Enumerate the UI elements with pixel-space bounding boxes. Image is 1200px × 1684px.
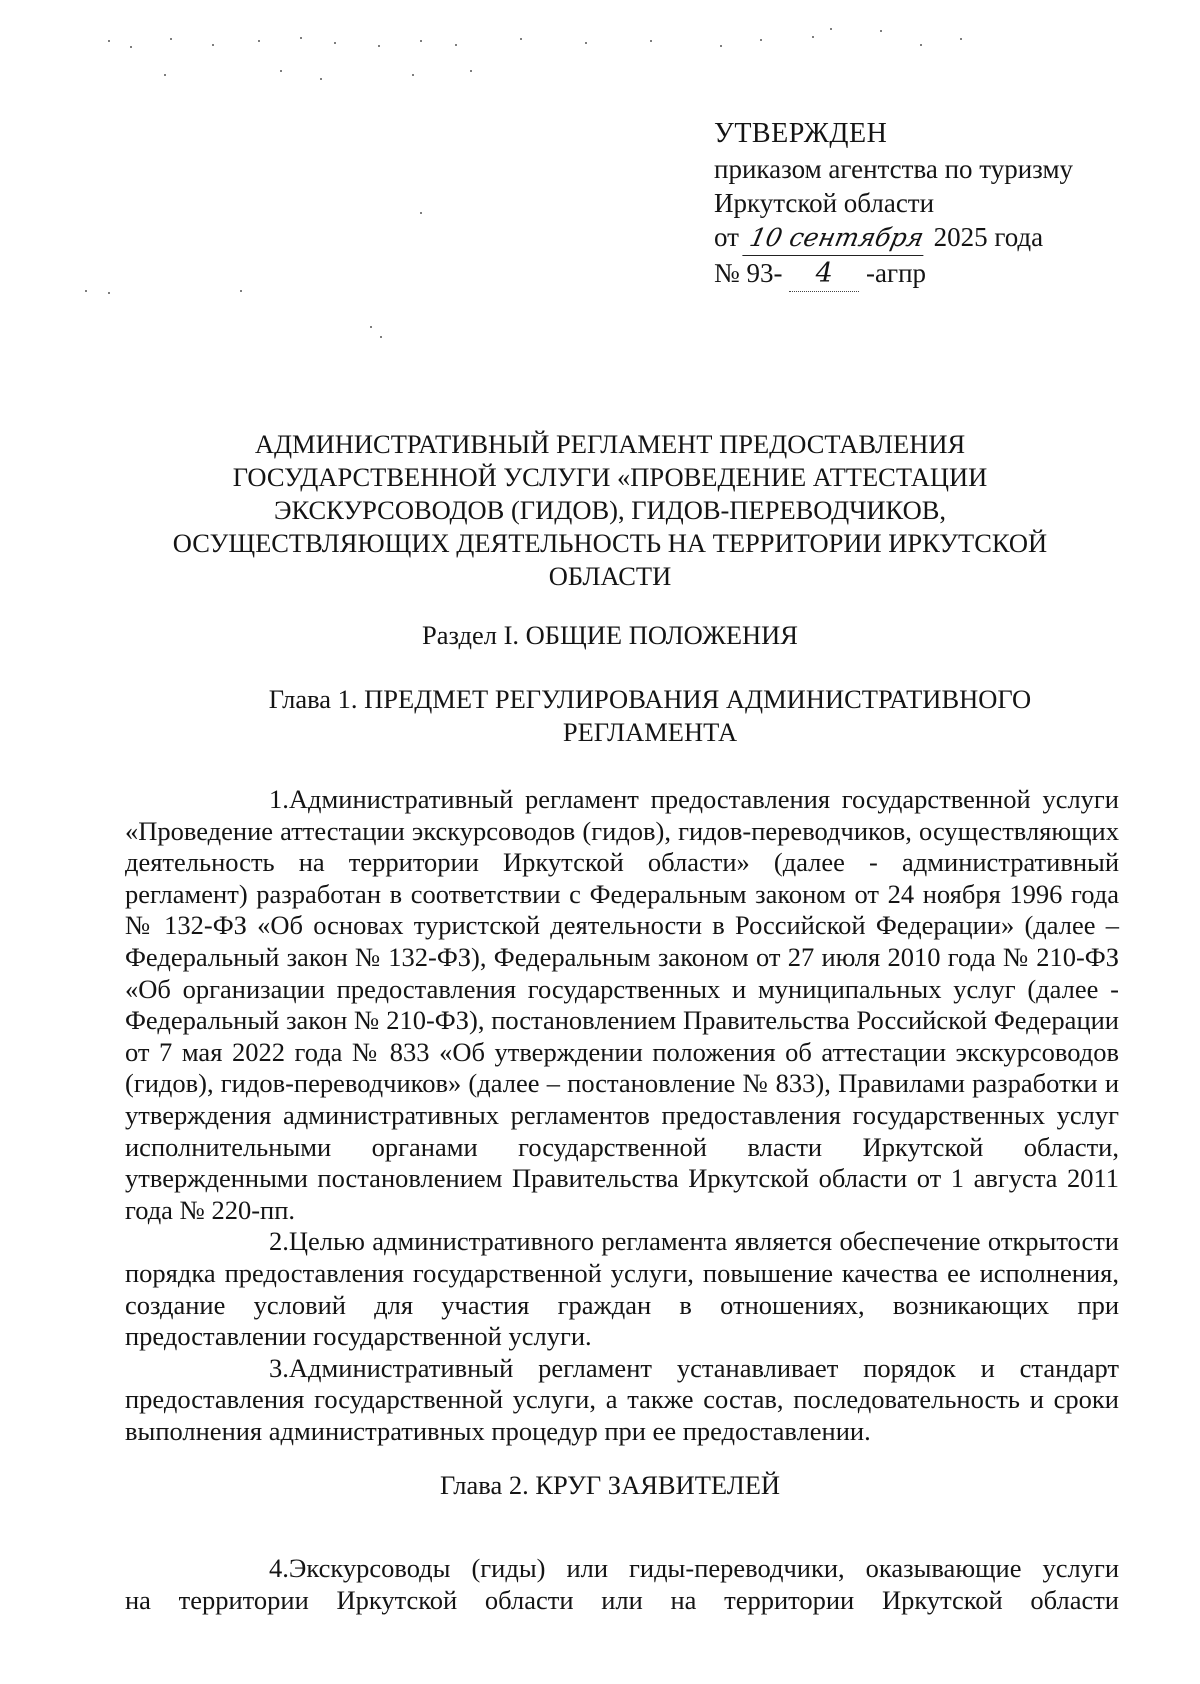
title-line: ОБЛАСТИ [548,561,672,591]
paragraph-1 [125,784,1119,1226]
handwritten-date: 10 сентября [742,221,931,256]
paragraph-number: 2. [269,1226,289,1257]
paragraph-text: Экскурсоводы (гиды) или гиды-переводчики, оказывающие услуги [288,1553,1119,1583]
paragraph-text: Административный регламент предоставления государственной услуги «Проведение аттестации экскурсоводов (гидов), гидов-переводчиков, осуществляющих деятельность на территории Иркутской области» (далее - административный регламент) разработан в соответствии с Федеральным законом от 24 ноября 1996 года № 132-ФЗ «Об основах туристской деятельности в Российской Федерации» (далее – Федеральный закон № 132-ФЗ), Федеральным законом от 27 июля 2010 года № 210-ФЗ «Об организации предоставления государственных и муниципальных услуг (далее - Федеральный закон № 210-ФЗ), постановлением Правительства Российской Федерации от 7 мая 2022 года № 833 «Об утверждении положения об аттестации экскурсоводов (гидов), гидов-переводчиков» (далее – постановление № 833), Правилами разработки и утверждения административных регламентов предоставления государственных услуг исполнительными органами государственной власти Иркутской области, утвержденными постановлением Правительства Иркутской области от 1 августа 2011 года № 220-пп. [125,784,1119,1225]
chapter-2-heading: Глава 2. КРУГ ЗАЯВИТЕЛЕЙ [439,1470,781,1500]
paragraph-2 [125,1226,1119,1352]
paragraph-number: 3. [269,1352,289,1383]
number-prefix: № 93- [714,258,783,288]
number-suffix: -агпр [866,258,927,288]
section-heading: Раздел I. ОБЩИЕ ПОЛОЖЕНИЯ [422,620,798,650]
paragraph-4-line: на территории Иркутской области или на территории Иркутской области [125,1584,1119,1615]
title-line: АДМИНИСТРАТИВНЫЙ РЕГЛАМЕНТ ПРЕДОСТАВЛЕНИЯ [254,429,966,459]
title-line: ЭКСКУРСОВОДОВ (ГИДОВ), ГИДОВ-ПЕРЕВОДЧИКОВ, [273,495,947,525]
paragraph-3 [125,1353,1119,1448]
chapter-1-line: Глава 1. ПРЕДМЕТ РЕГУЛИРОВАНИЯ АДМИНИСТРАТИВНОГО [268,684,1032,714]
paragraph-text: Административный регламент устанавливает порядок и стандарт предоставления государственной услуги, а также состав, последовательность и сроки выполнения административных процедур при ее предоставлении. [125,1352,1119,1446]
title-line: ГОСУДАРСТВЕННОЙ УСЛУГИ «ПРОВЕДЕНИЕ АТТЕСТАЦИИ [232,462,988,492]
date-suffix: 2025 года [933,222,1044,252]
approval-block [714,117,1154,292]
approval-number-line [714,256,1154,292]
paragraph-number: 1. [269,784,289,814]
chapter-2-body [125,1553,1119,1616]
approval-region-line: Иркутской области [714,188,935,218]
chapter-1-body [125,784,1119,1447]
title-line: ОСУЩЕСТВЛЯЮЩИХ ДЕЯТЕЛЬНОСТЬ НА ТЕРРИТОРИИ ИРКУТСКОЙ [172,528,1048,558]
chapter-1-line: РЕГЛАМЕНТА [562,717,738,747]
paragraph-4-line [125,1553,1119,1585]
date-prefix: от [714,222,739,252]
approval-date-line [714,220,1154,256]
document-title [140,428,1080,593]
paragraph-number: 4. [269,1553,289,1583]
chapter-1-heading [210,683,1090,749]
handwritten-number: 4 [789,257,859,292]
approval-heading: УТВЕРЖДЕН [714,118,888,149]
paragraph-text: Целью административного регламента является обеспечение открытости порядка предоставления государственной услуги, повышение качества ее исполнения, создание условий для участия граждан в отношениях, возникающих при предоставлении государственной услуги. [125,1226,1119,1352]
approval-order-line: приказом агентства по туризму [714,154,1074,184]
